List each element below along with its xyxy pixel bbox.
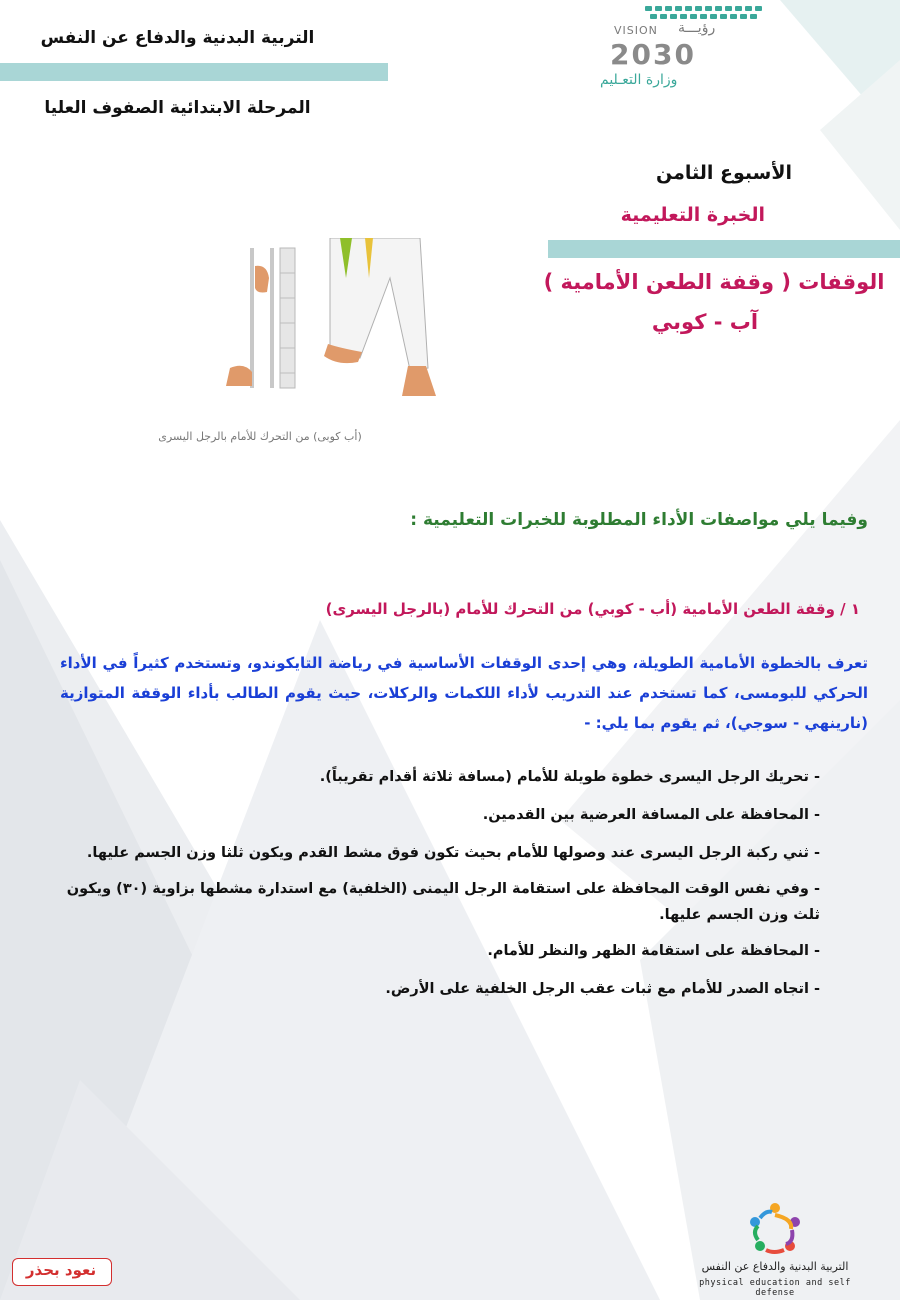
people-circle-icon — [740, 1200, 810, 1260]
list-item: - المحافظة على المسافة العرضية بين القدمين. — [482, 807, 820, 823]
stance-name: آب - كوبي — [651, 310, 759, 334]
intro-line: وفيما يلي مواصفات الأداء المطلوبة للخبرات التعليمية : — [410, 510, 868, 530]
description-paragraph: تعرف بالخطوة الأمامية الطويلة، وهي إحدى الوقفات الأساسية في رياضة التايكوندو، وتستخدم كثيراً في الأداء الحركي للبومسى، كما تستخدم عند التدريب لأداء اللكمات والركلات، حيث يقوم الطالب بأداء الوقفة المتوازية (نارينهي - سوجي)، ثم يقوم بما يلي: - — [60, 654, 868, 732]
image-caption: (أب كوبى) من التحرك للأمام بالرجل اليسرى — [158, 430, 362, 443]
list-item: - وفي نفس الوقت المحافظة على استقامة الرجل اليمنى (الخلفية) مع استدارة مشطها بزاوية (٣٠) ويكون ثلث وزن الجسم عليها. — [66, 881, 820, 923]
footer-logo — [740, 1200, 810, 1260]
stance-illustration — [210, 238, 450, 403]
front-stance-legs-icon — [210, 238, 450, 403]
experience-title: الخبرة التعليمية — [620, 204, 765, 226]
list-item: - ثني ركبة الرجل اليسرى عند وصولها للأمام بحيث تكون فوق مشط القدم ويكون ثلثا وزن الجسم عليها. — [86, 845, 820, 861]
week-title: الأسبوع الثامن — [655, 162, 792, 184]
steps-list — [60, 764, 820, 1002]
footer-arabic: التربية البدنية والدفاع عن النفس — [701, 1260, 849, 1273]
vision-word: VISION — [614, 24, 658, 37]
list-item: - المحافظة على استقامة الظهر والنظر للأمام. — [487, 943, 820, 959]
skill-heading: ١ / وقفة الطعن الأمامية (أب - كوبي) من التحرك للأمام (بالرجل اليسرى) — [325, 600, 860, 618]
level-title: المرحلة الابتدائية الصفوف العليا — [44, 98, 311, 118]
list-item: - اتجاه الصدر للأمام مع ثبات عقب الرجل الخلفية على الأرض. — [385, 981, 820, 997]
vision-year: 2030 — [610, 38, 696, 71]
header-bar-title — [548, 240, 900, 258]
header-bar-top — [0, 63, 388, 81]
subject-title: التربية البدنية والدفاع عن النفس — [40, 28, 315, 48]
stance-title: الوقفات ( وقفة الطعن الأمامية ) — [543, 270, 885, 294]
list-item: - تحريك الرجل اليسرى خطوة طويلة للأمام (مسافة ثلاثة أقدام تقريباً). — [319, 769, 820, 785]
brand-text: نعود بحذر — [25, 1261, 97, 1279]
ministry-name: وزارة التعـليم — [600, 72, 678, 88]
vision-2030-logo — [600, 0, 775, 100]
vision-arabic: رؤيـــة — [678, 20, 716, 36]
footer-english: physical education and self defense — [699, 1278, 851, 1298]
